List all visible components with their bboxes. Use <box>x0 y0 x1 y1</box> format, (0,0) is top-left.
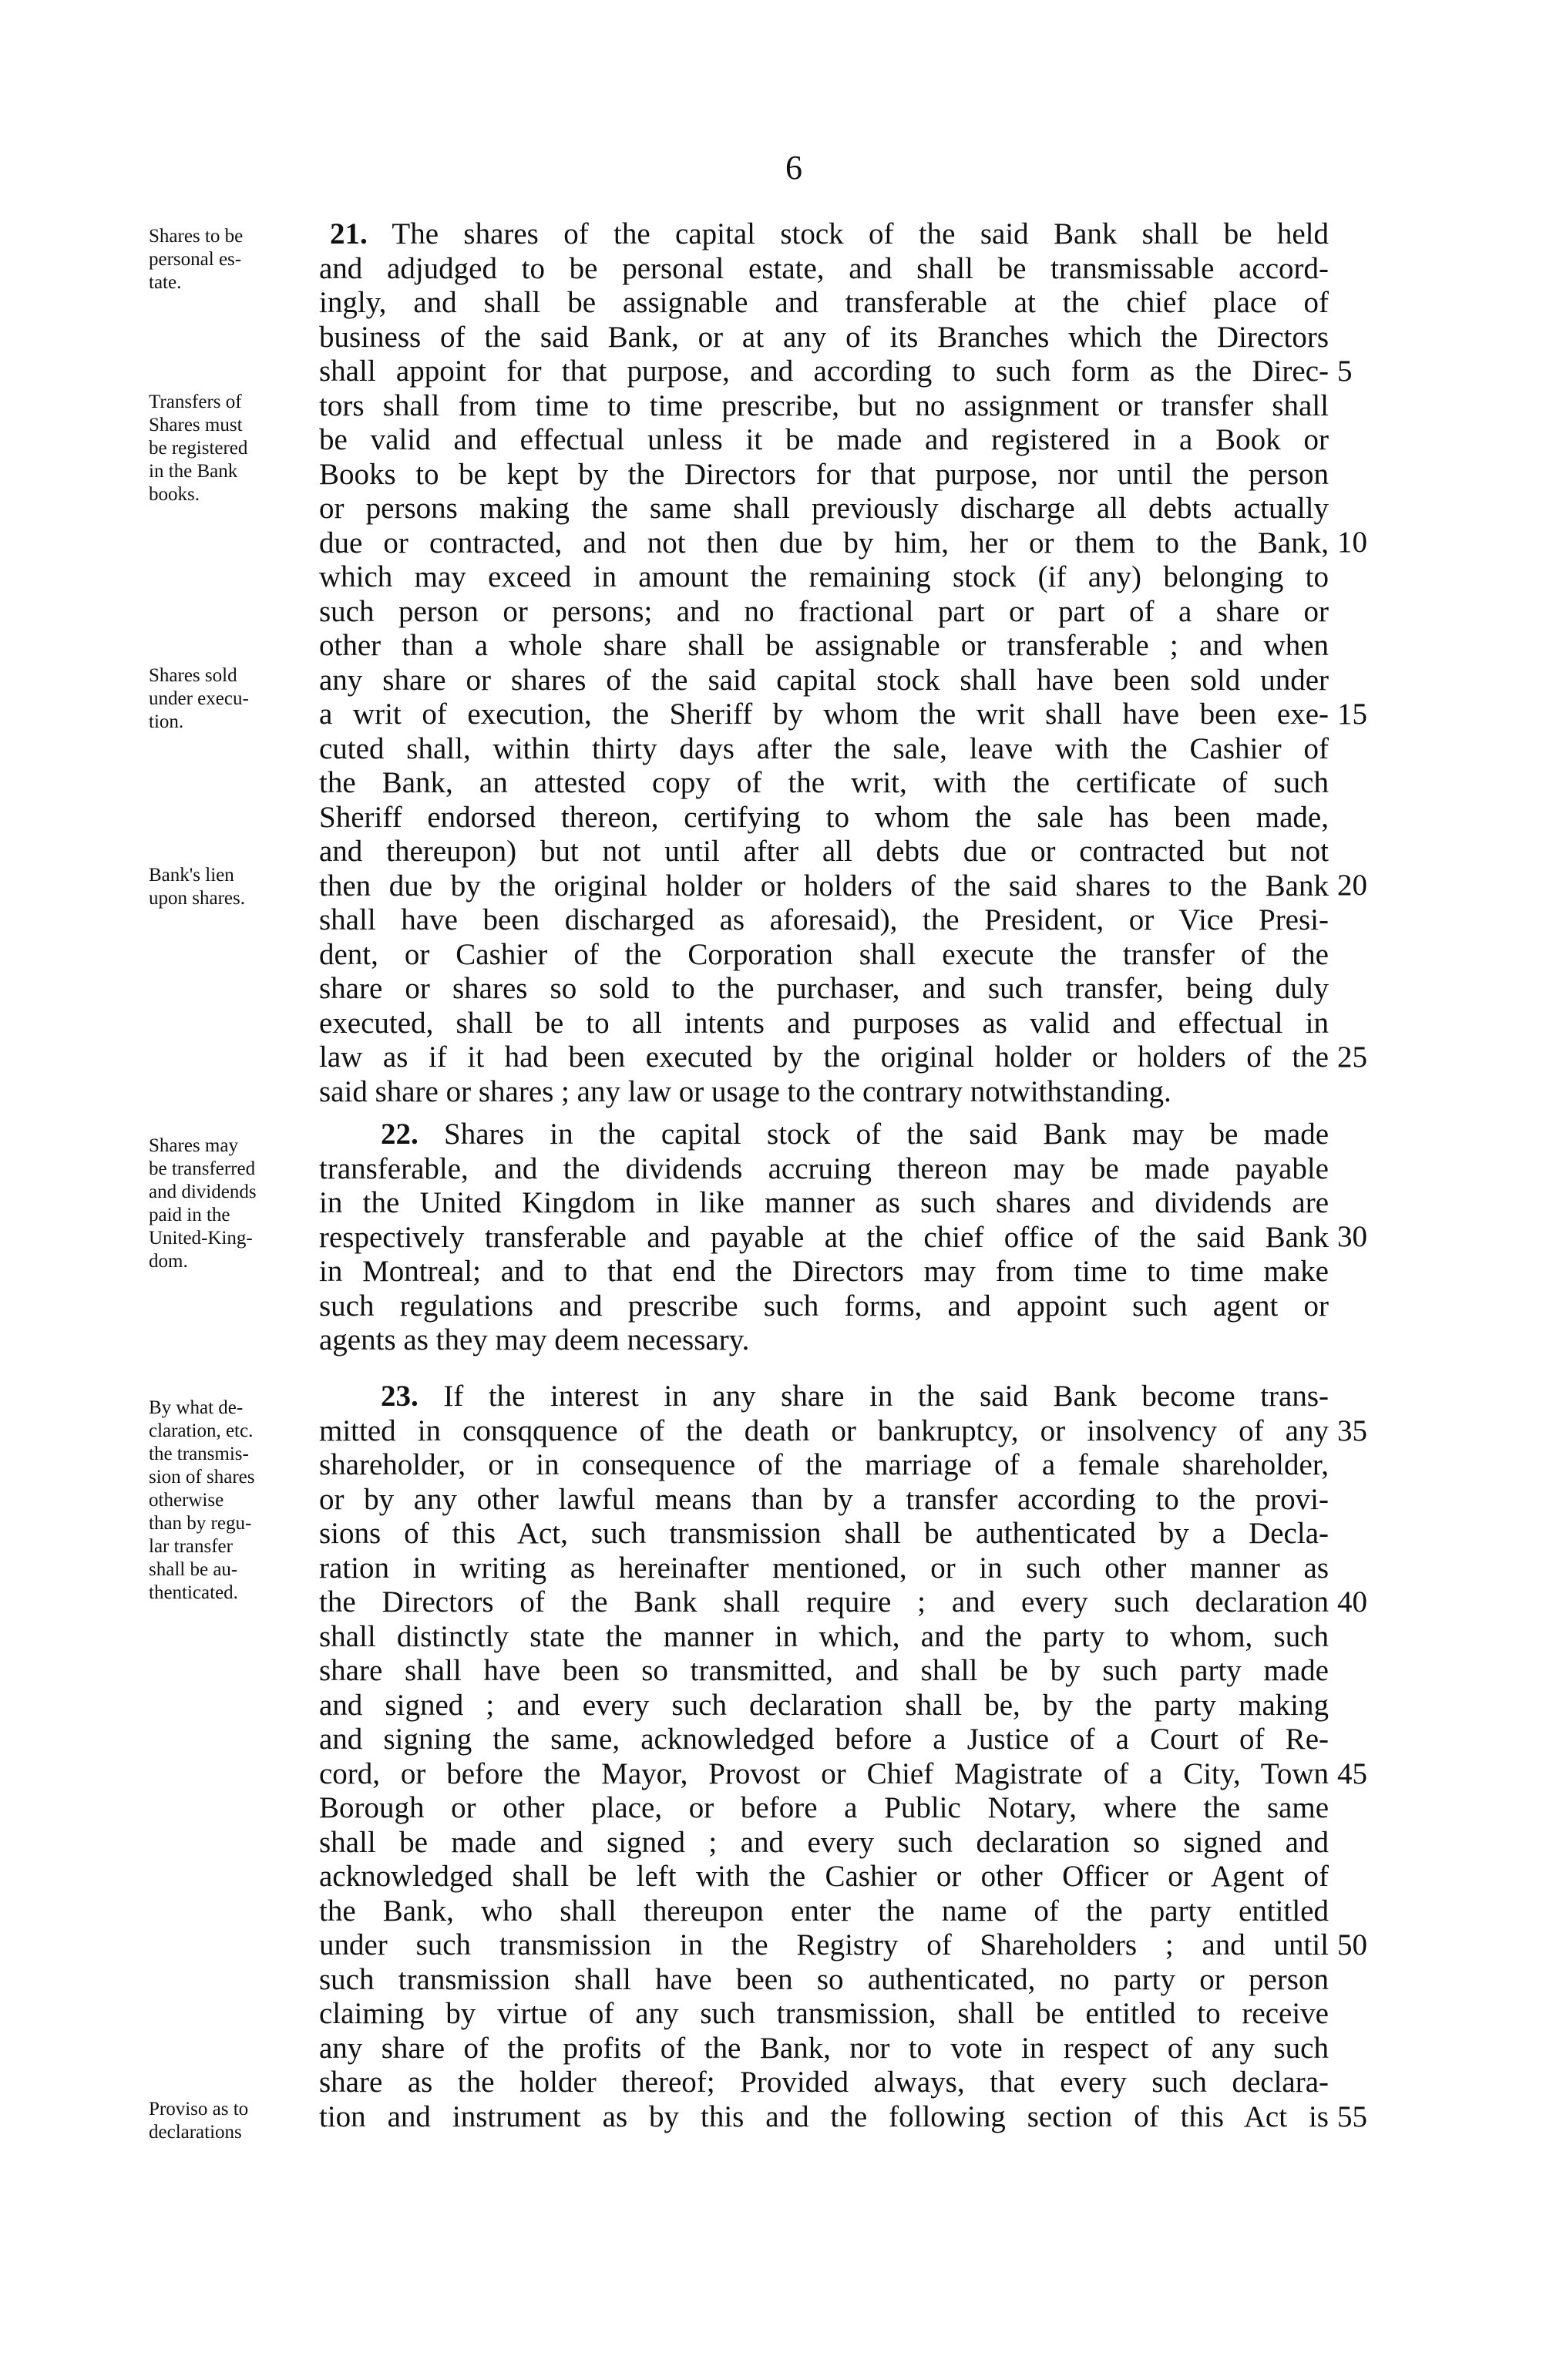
text-line: in Montreal; and to that end the Directors may from time to time make <box>319 1255 1329 1288</box>
text-line: the Bank, who shall thereupon enter the name of the party entitled <box>319 1894 1329 1928</box>
margin-note-line: By what de- <box>149 1397 244 1418</box>
margin-note-line: paid in the <box>149 1205 230 1225</box>
text-line: acknowledged shall be left with the Cashier or other Officer or Agent of <box>319 1860 1329 1893</box>
text-line: tors shall from time to time prescribe, but no assignment or transfer shall <box>319 388 1329 422</box>
line-number: 15 <box>1337 698 1367 731</box>
text-line: cuted shall, within thirty days after the sale, leave with the Cashier of <box>319 731 1329 765</box>
margin-note-line: personal es- <box>149 249 242 270</box>
text-line: or by any other lawful means than by a transfer according to the provi- <box>319 1482 1329 1516</box>
text-line: mitted in consqquence of the death or bankruptcy, or insolvency of any <box>319 1414 1329 1447</box>
text-line: shareholder, or in consequence of the marriage of a female shareholder, <box>319 1448 1329 1481</box>
text-line: such person or persons; and no fractional part or part of a share or <box>319 594 1329 628</box>
text-line <box>319 1380 1329 1414</box>
text-line: then due by the original holder or holders of the said shares to the Bank <box>319 869 1329 903</box>
margin-note-line: declarations <box>149 2122 242 2143</box>
text-line: business of the said Bank, or at any of its Branches which the Directors <box>319 320 1329 354</box>
text-line: said share or shares ; any law or usage to the contrary notwithstanding. <box>319 1074 1171 1108</box>
margin-note-line: Shares to be <box>149 226 244 247</box>
margin-note-line: otherwise <box>149 1490 224 1511</box>
line-number: 5 <box>1337 355 1353 388</box>
margin-note-line: tion. <box>149 711 184 732</box>
page-number: 6 <box>785 149 802 187</box>
text-line: respectively transferable and payable at the chief office of the said Bank <box>319 1220 1329 1254</box>
margin-note-line: the transmis- <box>149 1444 249 1464</box>
margin-note-line: upon shares. <box>149 888 245 909</box>
line-number: 45 <box>1337 1757 1367 1790</box>
line-number: 30 <box>1337 1220 1367 1253</box>
text-line: and signing the same, acknowledged before a Justice of a Court of Re- <box>319 1723 1329 1756</box>
text-line: be valid and effectual unless it be made and registered in a Book or <box>319 423 1329 456</box>
margin-note-line: dom. <box>149 1251 188 1272</box>
margin-note-shares-personal-estate <box>149 225 295 294</box>
text-line: Borough or other place, or before a Public Notary, where the same <box>319 1791 1329 1824</box>
text-line: in the United Kingdom in like manner as such shares and dividends are <box>319 1186 1329 1219</box>
text-line: ingly, and shall be assignable and transferable at the chief place of <box>319 286 1329 319</box>
text-line: any share or shares of the said capital stock shall have been sold under <box>319 663 1329 697</box>
section-number: 22. <box>381 1118 419 1151</box>
margin-note-proviso-declarations <box>149 2098 295 2144</box>
text-line: due or contracted, and not then due by him, her or them to the Bank, <box>319 526 1329 560</box>
margin-note-line: Shares must <box>149 415 243 435</box>
margin-note-line: in the Bank <box>149 461 238 482</box>
text-line: shall be made and signed ; and every such declaration so signed and <box>319 1825 1329 1859</box>
margin-note-declaration-transmission <box>149 1397 295 1605</box>
text-line: the Bank, an attested copy of the writ, with the certificate of such <box>319 766 1329 799</box>
text-line: tion and instrument as by this and the following section of this Act is <box>319 2099 1329 2133</box>
margin-note-banks-lien <box>149 864 295 910</box>
section-number: 21. <box>330 217 368 250</box>
margin-note-line: be transferred <box>149 1158 256 1179</box>
line-number: 20 <box>1337 869 1367 902</box>
line-number: 55 <box>1337 2100 1367 2133</box>
text-line: executed, shall be to all intents and purposes as valid and effectual in <box>319 1006 1329 1040</box>
text-line-content: Shares in the capital stock of the said Bank may be made <box>444 1118 1329 1151</box>
text-line: the Directors of the Bank shall require ; and every such declaration <box>319 1585 1329 1619</box>
text-line: ration in writing as hereinafter mentioned, or in such other manner as <box>319 1551 1329 1585</box>
text-line: transferable, and the dividends accruing thereon may be made payable <box>319 1151 1329 1185</box>
margin-note-line: Bank's lien <box>149 865 234 886</box>
line-number: 35 <box>1337 1414 1367 1447</box>
text-line: and thereupon) but not until after all debts due or contracted but not <box>319 835 1329 868</box>
section-number: 23. <box>381 1380 419 1413</box>
section-21 <box>319 217 1329 1109</box>
margin-note-line: books. <box>149 484 200 505</box>
margin-note-transfers-registered <box>149 391 295 506</box>
text-line: any share of the profits of the Bank, nor to vote in respect of any such <box>319 2031 1329 2065</box>
text-line: agents as they may deem necessary. <box>319 1323 750 1356</box>
text-line: Sheriff endorsed thereon, certifying to whom the sale has been made, <box>319 800 1329 834</box>
text-line: claiming by virtue of any such transmission, shall be entitled to receive <box>319 1997 1329 2030</box>
text-line: and adjudged to be personal estate, and shall be transmissable accord- <box>319 251 1329 285</box>
margin-note-line: than by regu- <box>149 1513 252 1534</box>
text-line: law as if it had been executed by the original holder or holders of the <box>319 1040 1329 1074</box>
text-line: share as the holder thereof; Provided always, that every such declara- <box>319 2066 1329 2099</box>
margin-note-line: be registered <box>149 438 248 459</box>
line-number: 10 <box>1337 526 1367 559</box>
margin-note-line: Proviso as to <box>149 2099 249 2119</box>
text-line: shall appoint for that purpose, and according to such form as the Direc- <box>319 355 1329 388</box>
margin-note-line: under execu- <box>149 688 249 709</box>
text-line: or persons making the same shall previously discharge all debts actually <box>319 492 1329 525</box>
text-line: such regulations and prescribe such forms, and appoint such agent or <box>319 1289 1329 1323</box>
margin-note-line: lar transfer <box>149 1536 233 1557</box>
text-line: under such transmission in the Registry of Shareholders ; and until <box>319 1928 1329 1961</box>
text-line: share shall have been so transmitted, and shall be by such party made <box>319 1654 1329 1687</box>
text-line: a writ of execution, the Sheriff by whom the writ shall have been exe- <box>319 698 1329 731</box>
text-line: dent, or Cashier of the Corporation shall execute the transfer of the <box>319 937 1329 971</box>
margin-note-shares-sold-execution <box>149 664 295 734</box>
text-line: other than a whole share shall be assignable or transferable ; and when <box>319 629 1329 662</box>
text-line: and signed ; and every such declaration shall be, by the party making <box>319 1688 1329 1722</box>
margin-note-line: Transfers of <box>149 392 242 412</box>
margin-note-shares-transferred-uk <box>149 1135 295 1273</box>
margin-note-line: shall be au- <box>149 1559 238 1580</box>
text-line-content: The shares of the capital stock of the said Bank shall be held <box>392 217 1329 250</box>
margin-note-line: United-King- <box>149 1228 253 1249</box>
line-number: 40 <box>1337 1585 1367 1619</box>
text-line: shall distinctly state the manner in which, and the party to whom, such <box>319 1619 1329 1653</box>
text-line <box>319 1118 1329 1152</box>
text-line: share or shares so sold to the purchaser, and such transfer, being duly <box>319 972 1329 1005</box>
line-number: 25 <box>1337 1040 1367 1074</box>
text-line: shall have been discharged as aforesaid), the President, or Vice Presi- <box>319 903 1329 936</box>
text-line-content: If the interest in any share in the said Bank become trans- <box>443 1380 1329 1413</box>
line-number: 50 <box>1337 1928 1367 1961</box>
text-line: which may exceed in amount the remaining stock (if any) belonging to <box>319 560 1329 593</box>
margin-note-line: Shares sold <box>149 665 237 686</box>
text-line: such transmission shall have been so authenticated, no party or person <box>319 1962 1329 1996</box>
margin-note-line: claration, etc. <box>149 1420 254 1441</box>
text-line <box>319 217 1329 252</box>
margin-note-line: thenticated. <box>149 1582 238 1603</box>
text-line: Books to be kept by the Directors for that purpose, nor until the person <box>319 457 1329 491</box>
text-line: cord, or before the Mayor, Provost or Chief Magistrate of a City, Town <box>319 1756 1329 1790</box>
margin-note-line: and dividends <box>149 1182 257 1202</box>
margin-note-line: tate. <box>149 272 182 293</box>
margin-note-line: sion of shares <box>149 1467 255 1488</box>
section-22 <box>319 1118 1329 1358</box>
margin-note-line: Shares may <box>149 1135 238 1156</box>
text-line: sions of this Act, such transmission shall be authenticated by a Decla- <box>319 1517 1329 1550</box>
section-23 <box>319 1380 1329 2134</box>
